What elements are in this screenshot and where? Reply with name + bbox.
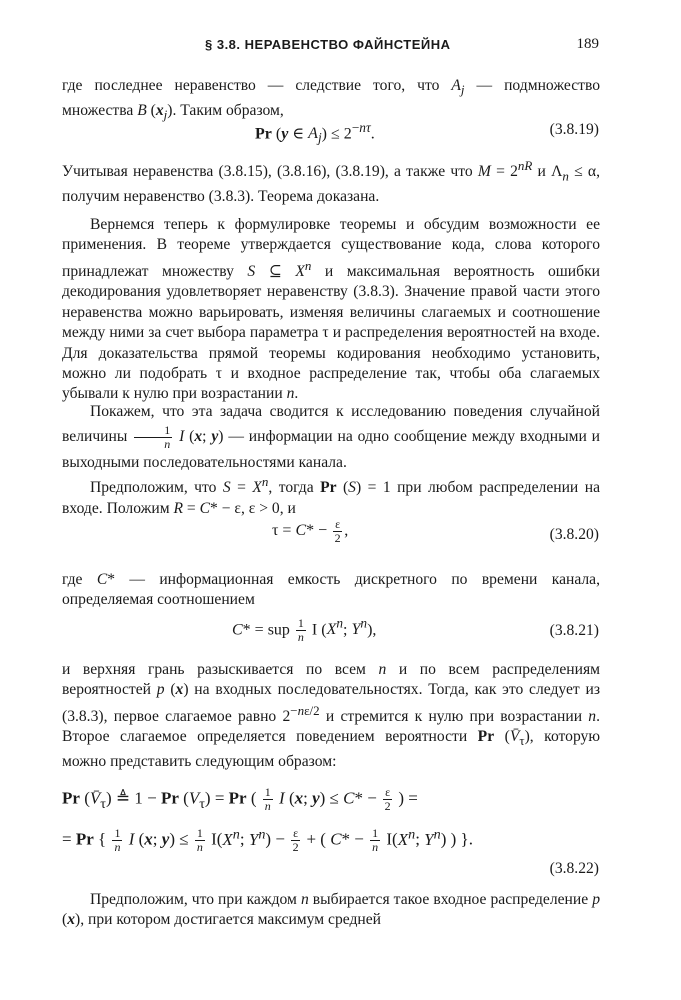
equation-number: (3.8.21) — [549, 622, 599, 639]
page-number: 189 — [576, 36, 599, 52]
equation-3-8-20: τ = C* − $\frac{\varepsilon}{2}$ , — [272, 517, 349, 545]
equation-number: (3.8.20) — [549, 526, 599, 543]
paragraph-3: Вернемся теперь к формулировке теоремы и обсудим возможности ее применения. В теореме утверждается существование кода, слова которого принадлежат множеству S ⊆ $X^n$ и максимальная вероятность ошибки декодирования удовлетворяет неравенству (3.8.3). Значение правой части этого неравенства можно варьировать, изменяя величины слагаемых и соотношение между ними за счет выбора параметра τ и распределения вероятностей на входе. Для доказательства прямой теоремы кодирования необходимо установить, можно ли подобрать τ и входное распределение так, чтобы оба слагаемых убывали к нулю при возрастании n. — [62, 216, 600, 403]
paragraph-6: где C* — информационная емкость дискретного по времени канала, определяемая соотношением — [62, 571, 600, 609]
equation-3-8-22-line-1: Pr $(V̄_\tau)$ ≜ 1 − Pr $(V_\tau) = Pr$ ( $\frac{1}{n}$ I (x; y) ≤ C* − $\frac{\varepsilon}{2}$ ) = — [62, 785, 418, 813]
paragraph-4: Покажем, что эта задача сводится к исследованию поведения случайной величины $\frac{1}{n}$ I (x; y) — информации на одно сообщение между входными и выходными последовательностями канала. — [62, 403, 601, 471]
paragraph-5: Предположим, что $S = X^n$, тогда Pr (S) = 1 при любом распределении на входе. Положим R = C* − ε, ε > 0, и — [62, 474, 600, 517]
equation-number: (3.8.19) — [549, 121, 599, 138]
equation-3-8-19: Pr (y ∈ $A_j) \le 2^{-n\tau}$. — [255, 120, 375, 146]
equation-number: (3.8.22) — [549, 860, 599, 877]
paragraph-8: Предположим, что при каждом n выбирается такое входное распределение p (x), при котором достигается максимум средней — [62, 891, 600, 929]
paragraph-2: Учитывая неравенства (3.8.15), (3.8.16), (3.8.19), а также что $M = 2^{nR}$ и $\Lambda_n \le \alpha$, получим неравенство (3.8.3). Теорема доказана. — [62, 158, 600, 205]
paragraph-1: где последнее неравенство — следствие того, что $A_j$ — подмножество множества B $(x_j)$. Таким образом, — [62, 77, 600, 122]
running-title: § 3.8. НЕРАВЕНСТВО ФАЙНСТЕЙНА — [205, 37, 451, 52]
equation-3-8-22-line-2: = Pr { $\frac{1}{n}$ I (x; y) ≤ $\frac{1}{n}$ $I(X^n$; $Y^n$) − $\frac{\varepsilon}{2}$ + ( C* − $\frac{1}{n}$ $I(X^n$; $Y^n$) ) }. — [62, 826, 473, 855]
paragraph-7: и верхняя грань разыскивается по всем n и по всем распределениям вероятностей p (x) на входных последовательностях. Тогда, как это следует из (3.8.3), первое слагаемое равно $2^{-n\varepsilon/2}$ и стремится к нулю при возрастании n. Второе слагаемое определяется поведением вероятности Pr $(V̄_\tau)$, которую можно представить следующим образом: — [62, 661, 601, 770]
equation-3-8-21: C* = sup $\frac{1}{n}$ I ($X^n$; $Y^n$), — [232, 616, 377, 645]
